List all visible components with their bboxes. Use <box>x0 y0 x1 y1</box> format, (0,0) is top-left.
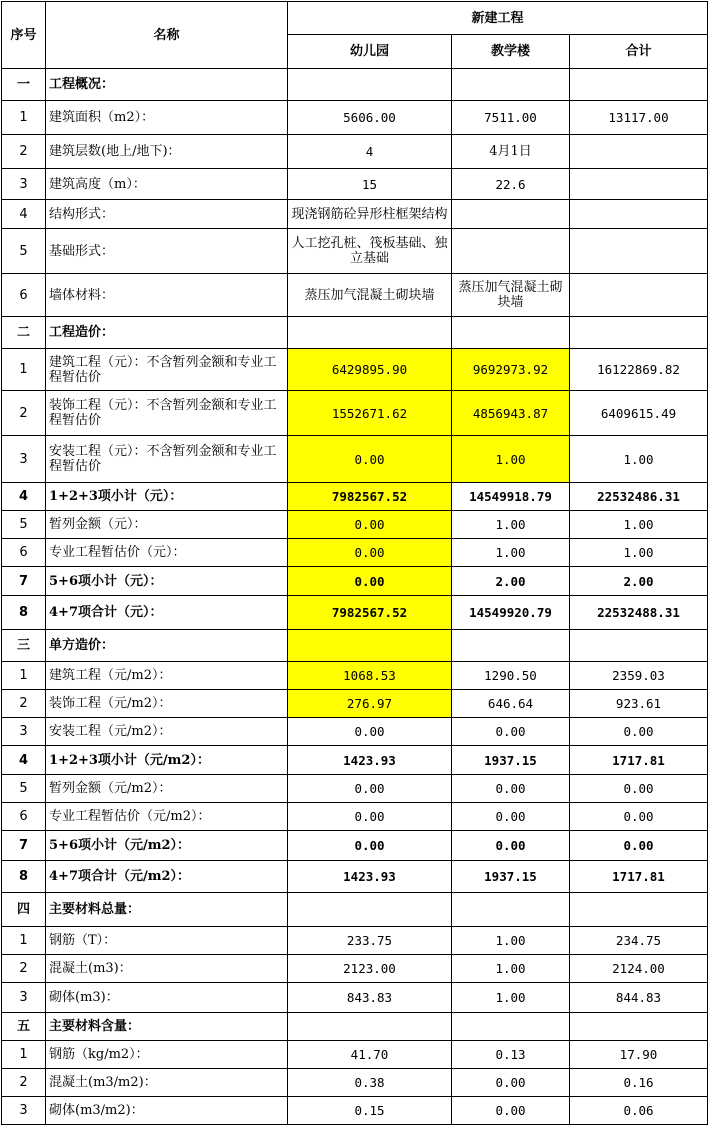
table-row <box>2 169 708 200</box>
table-row <box>2 955 708 983</box>
row-seq: 6 <box>2 539 46 567</box>
cell-total <box>570 69 708 101</box>
cell-teaching-building: 1937.15 <box>452 746 570 775</box>
cell-teaching-building: 1.00 <box>452 539 570 567</box>
cell-kindergarten: 0.00 <box>288 436 452 483</box>
cell-total: 22532486.31 <box>570 483 708 511</box>
cell-teaching-building: 0.00 <box>452 803 570 831</box>
row-name: 建筑面积（m2）： <box>46 101 288 135</box>
table-row <box>2 1097 708 1125</box>
row-seq: 3 <box>2 169 46 200</box>
cell-kindergarten: 276.97 <box>288 690 452 718</box>
row-seq: 3 <box>2 1097 46 1125</box>
row-name: 墙体材料： <box>46 274 288 317</box>
cell-teaching-building: 1.00 <box>452 927 570 955</box>
row-seq: 五 <box>2 1013 46 1041</box>
row-name: 工程概况： <box>46 69 288 101</box>
cell-teaching-building: 14549920.79 <box>452 596 570 630</box>
table-row <box>2 983 708 1013</box>
row-name: 装饰工程（元）：不含暂列金额和专业工程暂估价 <box>46 391 288 436</box>
row-name: 暂列金额（元）： <box>46 511 288 539</box>
cell-teaching-building: 646.64 <box>452 690 570 718</box>
row-seq: 3 <box>2 983 46 1013</box>
section-row <box>2 69 708 101</box>
cell-kindergarten: 4 <box>288 135 452 169</box>
cell-total: 16122869.82 <box>570 349 708 391</box>
row-name: 钢筋（kg/m2）： <box>46 1041 288 1069</box>
cell-kindergarten: 41.70 <box>288 1041 452 1069</box>
row-name: 建筑工程（元）：不含暂列金额和专业工程暂估价 <box>46 349 288 391</box>
cell-kindergarten: 1423.93 <box>288 746 452 775</box>
cell-teaching-building: 蒸压加气混凝土砌块墙 <box>452 274 570 317</box>
row-seq: 5 <box>2 775 46 803</box>
row-name: 4+7项合计（元/m2）： <box>46 861 288 893</box>
cell-total <box>570 169 708 200</box>
cell-teaching-building: 4月1日 <box>452 135 570 169</box>
cost-summary-table <box>1 1 708 1125</box>
cell-kindergarten: 6429895.90 <box>288 349 452 391</box>
cell-teaching-building: 1.00 <box>452 436 570 483</box>
row-name: 砌体(m3)： <box>46 983 288 1013</box>
cell-total <box>570 630 708 662</box>
cell-kindergarten: 843.83 <box>288 983 452 1013</box>
cell-kindergarten: 0.15 <box>288 1097 452 1125</box>
cell-teaching-building: 1937.15 <box>452 861 570 893</box>
cell-total: 2.00 <box>570 567 708 596</box>
table-row <box>2 718 708 746</box>
cell-kindergarten: 7982567.52 <box>288 483 452 511</box>
row-name: 建筑高度（m）： <box>46 169 288 200</box>
cell-kindergarten: 1423.93 <box>288 861 452 893</box>
header-col-kindergarten: 幼儿园 <box>288 35 452 69</box>
cell-total: 1.00 <box>570 436 708 483</box>
cell-kindergarten: 5606.00 <box>288 101 452 135</box>
cell-teaching-building: 7511.00 <box>452 101 570 135</box>
cell-kindergarten: 蒸压加气混凝土砌块墙 <box>288 274 452 317</box>
row-name: 混凝土(m3)： <box>46 955 288 983</box>
cell-total <box>570 317 708 349</box>
header-group-new-construction: 新建工程 <box>288 2 708 35</box>
row-name: 主要材料总量： <box>46 893 288 927</box>
table-row <box>2 436 708 483</box>
table-row <box>2 861 708 893</box>
cell-total <box>570 200 708 229</box>
cell-total <box>570 893 708 927</box>
cell-total <box>570 274 708 317</box>
row-name: 专业工程暂估价（元）： <box>46 539 288 567</box>
row-seq: 1 <box>2 927 46 955</box>
row-seq: 2 <box>2 690 46 718</box>
cell-total: 923.61 <box>570 690 708 718</box>
cell-kindergarten: 233.75 <box>288 927 452 955</box>
cell-teaching-building: 0.00 <box>452 775 570 803</box>
cell-kindergarten: 0.00 <box>288 803 452 831</box>
row-seq: 三 <box>2 630 46 662</box>
cell-teaching-building <box>452 317 570 349</box>
row-name: 工程造价： <box>46 317 288 349</box>
table-row <box>2 101 708 135</box>
row-name: 基础形式： <box>46 229 288 274</box>
cell-teaching-building: 0.00 <box>452 1069 570 1097</box>
cell-teaching-building: 1.00 <box>452 955 570 983</box>
row-seq: 4 <box>2 746 46 775</box>
table-row <box>2 391 708 436</box>
row-seq: 四 <box>2 893 46 927</box>
section-row <box>2 630 708 662</box>
cell-teaching-building: 1290.50 <box>452 662 570 690</box>
row-seq: 1 <box>2 1041 46 1069</box>
cell-teaching-building <box>452 229 570 274</box>
cell-kindergarten: 0.00 <box>288 539 452 567</box>
cell-total: 234.75 <box>570 927 708 955</box>
row-seq: 1 <box>2 349 46 391</box>
cell-kindergarten: 2123.00 <box>288 955 452 983</box>
cell-total: 22532488.31 <box>570 596 708 630</box>
table-row <box>2 274 708 317</box>
table-row <box>2 746 708 775</box>
cell-kindergarten <box>288 893 452 927</box>
cell-total <box>570 1013 708 1041</box>
row-name: 主要材料含量： <box>46 1013 288 1041</box>
table-row <box>2 1069 708 1097</box>
row-seq: 3 <box>2 436 46 483</box>
cell-teaching-building: 14549918.79 <box>452 483 570 511</box>
row-seq: 1 <box>2 662 46 690</box>
cell-kindergarten: 7982567.52 <box>288 596 452 630</box>
row-seq: 4 <box>2 483 46 511</box>
row-seq: 一 <box>2 69 46 101</box>
cell-total: 0.06 <box>570 1097 708 1125</box>
cell-total <box>570 135 708 169</box>
cell-total: 1.00 <box>570 539 708 567</box>
row-seq: 8 <box>2 861 46 893</box>
row-seq: 4 <box>2 200 46 229</box>
cell-total: 844.83 <box>570 983 708 1013</box>
header-name: 名称 <box>46 2 288 69</box>
cell-teaching-building: 0.00 <box>452 1097 570 1125</box>
row-seq: 6 <box>2 274 46 317</box>
cell-total: 2359.03 <box>570 662 708 690</box>
header-col-total: 合计 <box>570 35 708 69</box>
row-seq: 8 <box>2 596 46 630</box>
table-row <box>2 662 708 690</box>
cell-teaching-building <box>452 893 570 927</box>
row-name: 装饰工程（元/m2）： <box>46 690 288 718</box>
table-row <box>2 831 708 861</box>
table-row <box>2 511 708 539</box>
section-row <box>2 317 708 349</box>
row-seq: 5 <box>2 511 46 539</box>
cell-total: 0.16 <box>570 1069 708 1097</box>
cell-total: 0.00 <box>570 718 708 746</box>
row-seq: 5 <box>2 229 46 274</box>
section-row <box>2 893 708 927</box>
cell-teaching-building <box>452 69 570 101</box>
cell-teaching-building <box>452 630 570 662</box>
table-row <box>2 539 708 567</box>
section-row <box>2 1013 708 1041</box>
row-name: 建筑层数(地上/地下)： <box>46 135 288 169</box>
cell-total: 1717.81 <box>570 861 708 893</box>
cell-teaching-building: 4856943.87 <box>452 391 570 436</box>
row-name: 5+6项小计（元/m2）： <box>46 831 288 861</box>
cell-total: 1.00 <box>570 511 708 539</box>
cell-teaching-building <box>452 1013 570 1041</box>
cell-kindergarten: 0.00 <box>288 775 452 803</box>
table-row <box>2 803 708 831</box>
table-row <box>2 927 708 955</box>
row-name: 暂列金额（元/m2）： <box>46 775 288 803</box>
cell-kindergarten: 0.00 <box>288 718 452 746</box>
cell-teaching-building: 22.6 <box>452 169 570 200</box>
cell-kindergarten: 1068.53 <box>288 662 452 690</box>
cell-kindergarten: 15 <box>288 169 452 200</box>
cell-total <box>570 229 708 274</box>
header-col-teaching-building: 教学楼 <box>452 35 570 69</box>
table-row <box>2 567 708 596</box>
cell-total: 6409615.49 <box>570 391 708 436</box>
cell-total: 0.00 <box>570 775 708 803</box>
cell-kindergarten: 0.00 <box>288 511 452 539</box>
header-row-1 <box>2 2 708 35</box>
row-name: 专业工程暂估价（元/m2）： <box>46 803 288 831</box>
table-row <box>2 135 708 169</box>
row-name: 安装工程（元）：不含暂列金额和专业工程暂估价 <box>46 436 288 483</box>
row-name: 结构形式： <box>46 200 288 229</box>
table-row <box>2 690 708 718</box>
cell-kindergarten: 0.38 <box>288 1069 452 1097</box>
cell-total: 13117.00 <box>570 101 708 135</box>
cell-kindergarten: 人工挖孔桩、筏板基础、独立基础 <box>288 229 452 274</box>
row-seq: 3 <box>2 718 46 746</box>
header-seq: 序号 <box>2 2 46 69</box>
row-name: 1+2+3项小计（元）： <box>46 483 288 511</box>
row-name: 砌体(m3/m2)： <box>46 1097 288 1125</box>
row-name: 混凝土(m3/m2)： <box>46 1069 288 1097</box>
cell-total: 0.00 <box>570 803 708 831</box>
row-seq: 2 <box>2 1069 46 1097</box>
cell-total: 2124.00 <box>570 955 708 983</box>
cell-kindergarten: 现浇钢筋砼异形柱框架结构 <box>288 200 452 229</box>
cell-kindergarten <box>288 630 452 662</box>
table-row <box>2 1041 708 1069</box>
cell-teaching-building: 1.00 <box>452 983 570 1013</box>
cell-teaching-building: 2.00 <box>452 567 570 596</box>
row-name: 安装工程（元/m2）： <box>46 718 288 746</box>
cell-total: 17.90 <box>570 1041 708 1069</box>
cell-kindergarten <box>288 317 452 349</box>
table-row <box>2 200 708 229</box>
row-name: 单方造价： <box>46 630 288 662</box>
cell-total: 0.00 <box>570 831 708 861</box>
row-seq: 2 <box>2 391 46 436</box>
cell-teaching-building: 0.00 <box>452 718 570 746</box>
row-name: 5+6项小计（元）： <box>46 567 288 596</box>
row-seq: 1 <box>2 101 46 135</box>
row-seq: 6 <box>2 803 46 831</box>
cell-teaching-building <box>452 200 570 229</box>
cell-teaching-building: 0.13 <box>452 1041 570 1069</box>
row-seq: 二 <box>2 317 46 349</box>
cell-teaching-building: 1.00 <box>452 511 570 539</box>
cell-kindergarten <box>288 1013 452 1041</box>
row-seq: 7 <box>2 831 46 861</box>
row-name: 钢筋（T）： <box>46 927 288 955</box>
cell-kindergarten: 1552671.62 <box>288 391 452 436</box>
row-name: 1+2+3项小计（元/m2）： <box>46 746 288 775</box>
row-seq: 2 <box>2 135 46 169</box>
cell-kindergarten: 0.00 <box>288 831 452 861</box>
table-row <box>2 775 708 803</box>
cell-total: 1717.81 <box>570 746 708 775</box>
cell-teaching-building: 9692973.92 <box>452 349 570 391</box>
table-row <box>2 483 708 511</box>
row-name: 4+7项合计（元）： <box>46 596 288 630</box>
table-row <box>2 229 708 274</box>
row-name: 建筑工程（元/m2）： <box>46 662 288 690</box>
cell-teaching-building: 0.00 <box>452 831 570 861</box>
row-seq: 7 <box>2 567 46 596</box>
row-seq: 2 <box>2 955 46 983</box>
table-row <box>2 349 708 391</box>
cell-kindergarten: 0.00 <box>288 567 452 596</box>
cell-kindergarten <box>288 69 452 101</box>
table-row <box>2 596 708 630</box>
